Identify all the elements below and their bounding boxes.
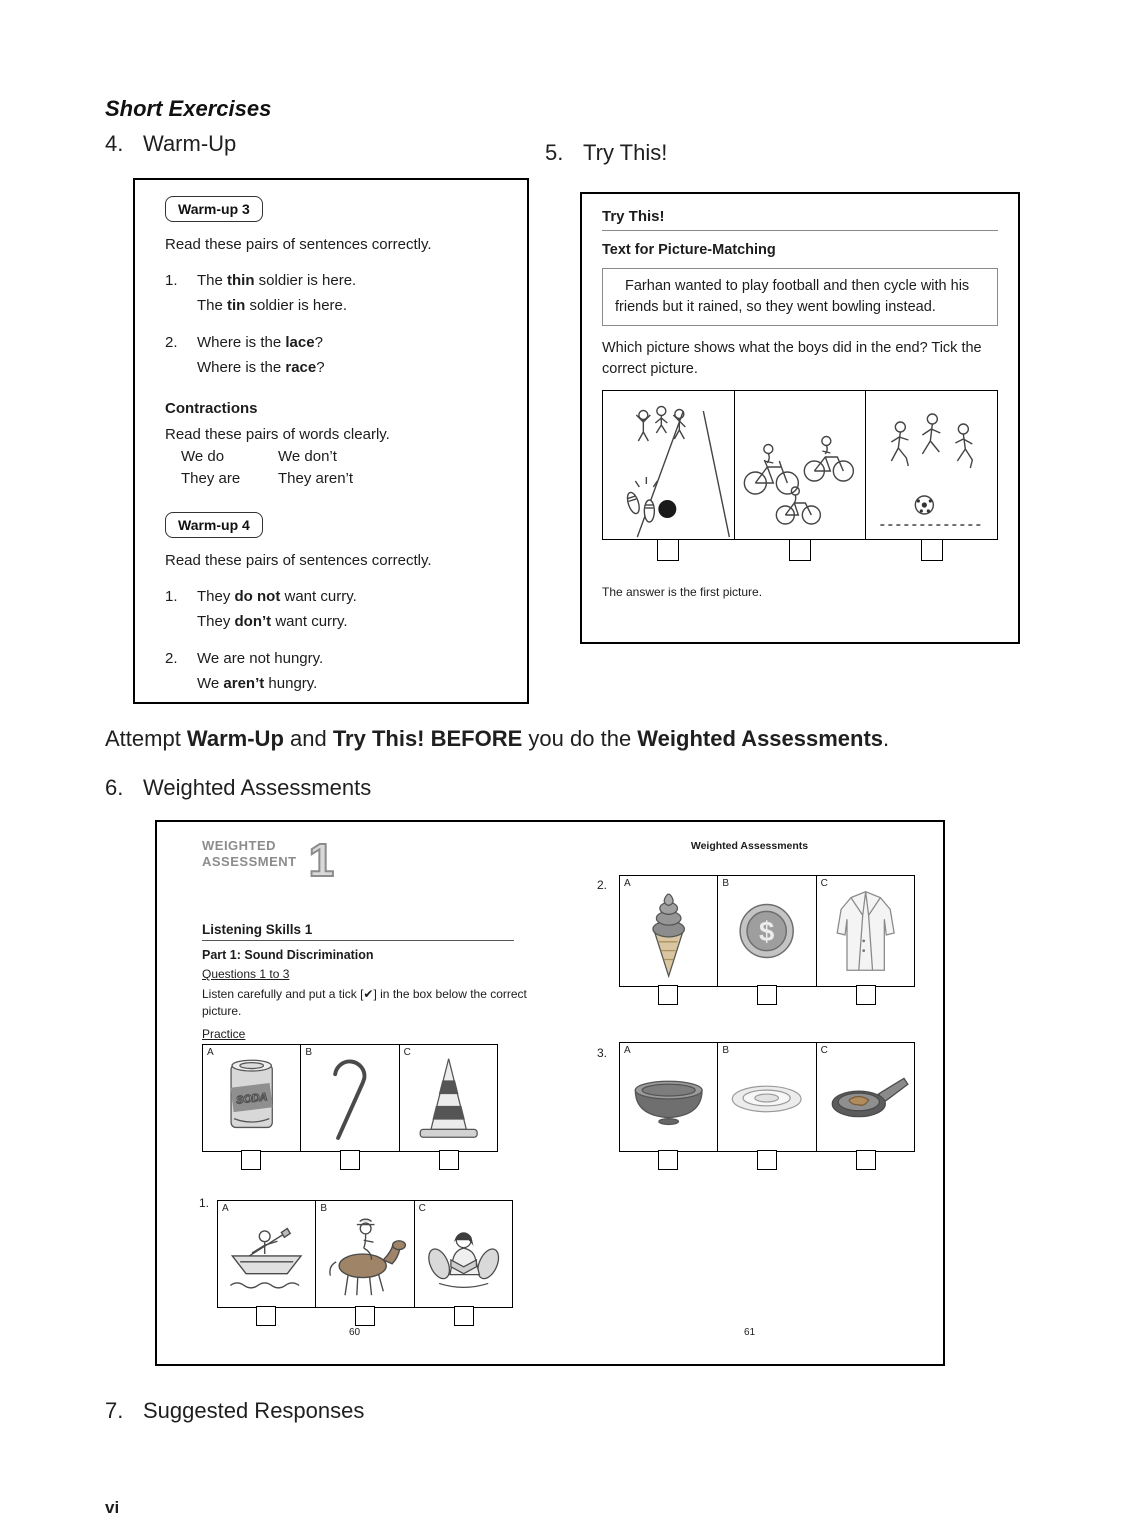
item-lines	[197, 646, 323, 696]
q1-cell-a	[218, 1201, 315, 1307]
left-page-number: 60	[348, 1327, 361, 1338]
line-text: Where is the	[197, 359, 286, 376]
coin-dollar-symbol: $	[759, 915, 775, 947]
practice-tick-row	[202, 1150, 498, 1170]
line-bold-word: thin	[227, 272, 255, 289]
questions-range: Questions 1 to 3	[202, 967, 290, 981]
assessment-header-line2: ASSESSMENT	[202, 854, 297, 869]
line-text: soldier is here.	[254, 272, 357, 289]
heading-trythis-label: Try This!	[583, 140, 668, 165]
section-title: Short Exercises	[105, 96, 272, 121]
assessment-number: 1	[308, 834, 335, 886]
soda-can-label: SODA	[235, 1091, 268, 1107]
frying-pan-icon	[817, 1043, 914, 1151]
attempt-text: you do the	[522, 726, 638, 751]
q1-tick-box-b	[355, 1306, 375, 1326]
right-page-number: 61	[743, 1327, 756, 1338]
q3-tick-box-a	[658, 1150, 678, 1170]
question-2-tick-row	[619, 985, 915, 1005]
line-text: Where is the	[197, 334, 286, 351]
practice-tick-box-a	[241, 1150, 261, 1170]
item-number: 2.	[165, 650, 178, 667]
line-text: We	[197, 675, 224, 692]
question-1-tick-row	[217, 1306, 513, 1326]
picture-cell-bowling	[603, 391, 734, 539]
line-bold-word: lace	[285, 334, 315, 351]
trythis-example-box	[580, 192, 1020, 644]
picture-cell-cycling	[734, 391, 866, 539]
rowing-boat-icon	[218, 1201, 315, 1307]
q1-cell-b	[315, 1201, 413, 1307]
line-text: want curry.	[271, 613, 348, 630]
horse-rider-icon	[316, 1201, 413, 1307]
trythis-question: Which picture shows what the boys did in the end? Tick the correct picture.	[602, 340, 982, 377]
warmup-example-box	[133, 178, 529, 704]
line-text: They	[197, 613, 235, 630]
bowling-scene-icon	[603, 391, 734, 539]
attempt-bold: Try This! BEFORE	[332, 726, 523, 751]
cell-label: B	[305, 1047, 312, 1058]
line-bold-word: tin	[227, 297, 246, 314]
traffic-cone-icon	[400, 1045, 497, 1151]
listening-instruction: Listen carefully and put a tick [✔] in the box below the correct picture.	[202, 987, 527, 1018]
cell-label: C	[820, 878, 828, 889]
line-text: The	[197, 272, 228, 289]
q3-cell-c	[816, 1043, 914, 1151]
trythis-title: Try This!	[602, 208, 998, 231]
q3-tick-box-c	[856, 1150, 876, 1170]
contraction-pair	[181, 468, 501, 490]
weighted-assessment-spread	[155, 820, 945, 1366]
item-line	[197, 671, 323, 696]
q2-tick-box-a	[658, 985, 678, 1005]
heading-trythis	[545, 140, 667, 166]
line-text: The	[197, 297, 228, 314]
q2-tick-box-b	[757, 985, 777, 1005]
heading-warmup	[105, 131, 236, 157]
item-line	[197, 268, 356, 293]
question-2-picture-grid	[619, 875, 915, 987]
q3-cell-b	[717, 1043, 815, 1151]
bowl-icon	[620, 1043, 717, 1151]
contraction-pair	[181, 446, 501, 468]
item-line	[197, 293, 356, 318]
cell-label: B	[722, 1045, 729, 1056]
person-reading-icon	[415, 1201, 512, 1307]
walking-cane-icon	[301, 1045, 398, 1151]
line-bold-word: aren’t	[223, 675, 265, 692]
item-line	[197, 584, 357, 609]
item-line	[197, 609, 357, 634]
attempt-text: .	[883, 726, 890, 751]
line-text: soldier is here.	[245, 297, 348, 314]
soda-can-icon	[203, 1045, 300, 1151]
football-scene-icon	[866, 391, 997, 539]
assessment-header-text	[202, 838, 297, 870]
heading-warmup-label: Warm-Up	[143, 131, 237, 156]
line-text: want curry.	[280, 588, 357, 605]
item-line	[197, 646, 323, 671]
line-text: ?	[316, 359, 325, 376]
heading-suggested-number: 7.	[105, 1398, 124, 1423]
pair-left: We do	[181, 448, 225, 465]
jacket-icon	[817, 876, 914, 986]
warmup4-badge: Warm-up 4	[165, 512, 263, 538]
q1-tick-box-a	[256, 1306, 276, 1326]
pair-right: We don’t	[278, 448, 337, 465]
trythis-picture-strip	[602, 390, 998, 540]
heading-weighted-number: 6.	[105, 775, 124, 800]
item-lines	[197, 268, 356, 318]
contractions-intro: Read these pairs of words clearly.	[165, 426, 390, 443]
q3-tick-box-b	[757, 1150, 777, 1170]
answer-tick-box-3	[921, 539, 943, 561]
warmup3-badge: Warm-up 3	[165, 196, 263, 222]
cell-label: A	[624, 878, 631, 889]
line-bold-word: don’t	[234, 613, 272, 630]
q3-cell-a	[620, 1043, 717, 1151]
cell-label: B	[722, 878, 729, 889]
line-text: We are not hungry.	[197, 650, 324, 667]
item-line	[197, 330, 325, 355]
q2-tick-box-c	[856, 985, 876, 1005]
practice-cell-a	[203, 1045, 300, 1151]
question-3-tick-row	[619, 1150, 915, 1170]
attempt-text: and	[283, 726, 333, 751]
cell-label: C	[820, 1045, 828, 1056]
practice-cell-b	[300, 1045, 398, 1151]
q2-cell-b	[717, 876, 815, 986]
heading-suggested-label: Suggested Responses	[143, 1398, 365, 1423]
item-number: 1.	[165, 588, 178, 605]
picture-cell-football	[865, 391, 997, 539]
trythis-answer-note: The answer is the first picture.	[602, 585, 763, 599]
line-text: ?	[314, 334, 323, 351]
question-3-number: 3.	[597, 1046, 608, 1060]
line-bold-word: race	[285, 359, 317, 376]
attempt-instruction	[105, 726, 1035, 752]
cell-label: B	[320, 1203, 327, 1214]
warmup3-item-1	[165, 268, 501, 318]
warmup4-item-2	[165, 646, 501, 696]
item-lines	[197, 330, 325, 380]
q2-cell-a	[620, 876, 717, 986]
line-text: They	[197, 588, 235, 605]
warmup3-intro: Read these pairs of sentences correctly.	[165, 236, 432, 253]
ice-cream-cone-icon	[620, 876, 717, 986]
listening-skills-title: Listening Skills 1	[202, 922, 514, 941]
page-footer-number: vi	[105, 1498, 120, 1517]
warmup4-item-1	[165, 584, 501, 634]
q1-tick-box-c	[454, 1306, 474, 1326]
item-lines	[197, 584, 357, 634]
attempt-bold: Weighted Assessments	[637, 726, 884, 751]
part-title: Part 1: Sound Discrimination	[202, 948, 374, 962]
cycling-scene-icon	[735, 391, 866, 539]
assessment-header	[202, 834, 335, 886]
line-bold-word: do not	[234, 588, 281, 605]
attempt-text: Attempt	[105, 726, 187, 751]
heading-suggested	[105, 1398, 364, 1424]
question-2-number: 2.	[597, 878, 608, 892]
practice-picture-grid	[202, 1044, 498, 1152]
pair-left: They are	[181, 470, 241, 487]
right-page-running-head: Weighted Assessments	[690, 840, 809, 852]
practice-cell-c	[399, 1045, 497, 1151]
trythis-tick-row	[602, 539, 998, 561]
cell-label: A	[624, 1045, 631, 1056]
answer-tick-box-2	[789, 539, 811, 561]
practice-tick-box-b	[340, 1150, 360, 1170]
heading-weighted-label: Weighted Assessments	[143, 775, 372, 800]
practice-tick-box-c	[439, 1150, 459, 1170]
plate-icon	[718, 1043, 815, 1151]
question-3-picture-grid	[619, 1042, 915, 1152]
line-text: hungry.	[264, 675, 318, 692]
cell-label: C	[403, 1047, 411, 1058]
item-number: 2.	[165, 334, 178, 351]
answer-tick-box-1	[657, 539, 679, 561]
heading-weighted	[105, 775, 371, 801]
heading-warmup-number: 4.	[105, 131, 124, 156]
warmup3-item-2	[165, 330, 501, 380]
question-1-picture-grid	[217, 1200, 513, 1308]
pair-right: They aren’t	[278, 470, 354, 487]
heading-trythis-number: 5.	[545, 140, 564, 165]
trythis-passage: Farhan wanted to play football and then cycle with his friends but it rained, so they went bowling instead.	[602, 268, 998, 326]
cell-label: A	[222, 1203, 229, 1214]
question-1-number: 1.	[199, 1196, 210, 1210]
warmup4-intro: Read these pairs of sentences correctly.	[165, 552, 432, 569]
item-number: 1.	[165, 272, 178, 289]
assessment-header-line1: WEIGHTED	[202, 838, 277, 853]
contractions-title: Contractions	[165, 400, 258, 417]
cell-label: C	[418, 1203, 426, 1214]
attempt-bold: Warm-Up	[186, 726, 284, 751]
item-line	[197, 355, 325, 380]
trythis-subtitle: Text for Picture-Matching	[602, 242, 776, 258]
q1-cell-c	[414, 1201, 512, 1307]
dollar-coin-icon	[718, 876, 815, 986]
q2-cell-c	[816, 876, 914, 986]
practice-label: Practice	[202, 1027, 246, 1041]
cell-label: A	[207, 1047, 214, 1058]
